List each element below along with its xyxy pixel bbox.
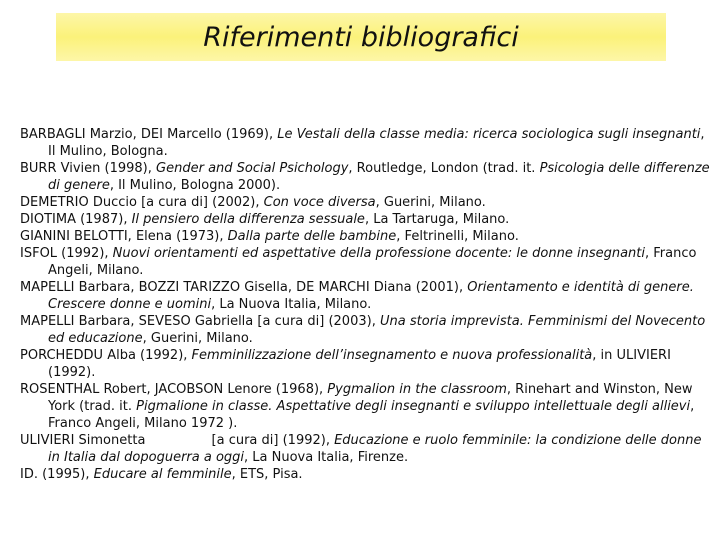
ref-authors: DEMETRIO Duccio [a cura di] (2002), bbox=[20, 195, 264, 210]
ref-translated-title: Psicologia delle differenze di genere bbox=[48, 161, 710, 193]
ref-title: Pygmalion in the classroom bbox=[327, 382, 507, 397]
ref-authors: ISFOL (1992), bbox=[20, 246, 113, 261]
title-band bbox=[56, 13, 666, 61]
reference-item bbox=[20, 160, 716, 194]
ref-authors: MAPELLI Barbara, SEVESO Gabriella [a cura di] (2003), bbox=[20, 314, 380, 329]
reference-list bbox=[20, 126, 716, 483]
ref-title: Femminilizzazione dell’insegnamento e nuova professionalità bbox=[191, 348, 593, 363]
ref-publisher: , ETS, Pisa. bbox=[231, 467, 303, 482]
ref-publisher: , Il Mulino, Bologna. bbox=[48, 127, 705, 159]
reference-item bbox=[20, 347, 716, 381]
ref-authors: MAPELLI Barbara, BOZZI TARIZZO Gisella, DE MARCHI Diana (2001), bbox=[20, 280, 468, 295]
ref-title: Educare al femminile bbox=[93, 467, 232, 482]
ref-title: Con voce diversa bbox=[263, 195, 376, 210]
ref-authors: DIOTIMA (1987), bbox=[20, 212, 132, 227]
ref-title: Una storia imprevista. Femminismi del Novecento ed educazione bbox=[48, 314, 706, 346]
reference-item bbox=[20, 466, 716, 483]
ref-title: Nuovi orientamenti ed aspettative della professione docente: le donne insegnanti bbox=[112, 246, 646, 261]
ref-title: Dalla parte delle bambine bbox=[227, 229, 397, 244]
reference-item bbox=[20, 194, 716, 211]
ref-publisher: , Guerini, Milano. bbox=[375, 195, 486, 210]
slide-title: Riferimenti bibliografici bbox=[203, 21, 519, 53]
ref-title: Gender and Social Psichology bbox=[156, 161, 349, 176]
ref-title: Le Vestali della classe media: ricerca sociologica sugli insegnanti bbox=[277, 127, 701, 142]
ref-publisher: , Rinehart and Winston, New York (trad. it. bbox=[48, 382, 693, 414]
ref-publisher: , La Nuova Italia, Milano. bbox=[211, 297, 372, 312]
ref-authors: GIANINI BELOTTI, Elena (1973), bbox=[20, 229, 228, 244]
ref-authors: PORCHEDDU Alba (1992), bbox=[20, 348, 192, 363]
ref-authors: ROSENTHAL Robert, JACOBSON Lenore (1968), bbox=[20, 382, 328, 397]
ref-translated-publisher: , Il Mulino, Bologna 2000). bbox=[109, 178, 281, 193]
ref-authors: BURR Vivien (1998), bbox=[20, 161, 157, 176]
ref-publisher: , Franco Angeli, Milano. bbox=[48, 246, 697, 278]
ref-publisher: , La Tartaruga, Milano. bbox=[364, 212, 510, 227]
ref-publisher: , Routledge, London (trad. it. bbox=[348, 161, 540, 176]
ref-translated-title: Pigmalione in classe. Aspettative degli insegnanti e sviluppo intellettuale degli allievi bbox=[136, 399, 691, 414]
reference-item bbox=[20, 126, 716, 160]
reference-item bbox=[20, 245, 716, 279]
ref-publisher: , Feltrinelli, Milano. bbox=[396, 229, 519, 244]
reference-item bbox=[20, 313, 716, 347]
ref-translated-publisher: , Franco Angeli, Milano 1972 ). bbox=[48, 399, 695, 431]
ref-authors: ULIVIERI Simonetta [a cura di] (1992), bbox=[20, 433, 335, 448]
ref-publisher: , La Nuova Italia, Firenze. bbox=[244, 450, 409, 465]
ref-publisher: , Guerini, Milano. bbox=[142, 331, 253, 346]
reference-item bbox=[20, 228, 716, 245]
ref-authors: BARBAGLI Marzio, DEI Marcello (1969), bbox=[20, 127, 278, 142]
ref-publisher: , in ULIVIERI (1992). bbox=[48, 348, 671, 380]
reference-item bbox=[20, 279, 716, 313]
reference-item bbox=[20, 211, 716, 228]
ref-title: Orientamento e identità di genere. Crescere donne e uomini bbox=[48, 280, 694, 312]
ref-authors: ID. (1995), bbox=[20, 467, 94, 482]
reference-item bbox=[20, 432, 716, 466]
ref-title: Il pensiero della differenza sessuale bbox=[131, 212, 365, 227]
reference-item bbox=[20, 381, 716, 432]
ref-title: Educazione e ruolo femminile: la condizione delle donne in Italia dal dopoguerra a oggi bbox=[48, 433, 702, 465]
